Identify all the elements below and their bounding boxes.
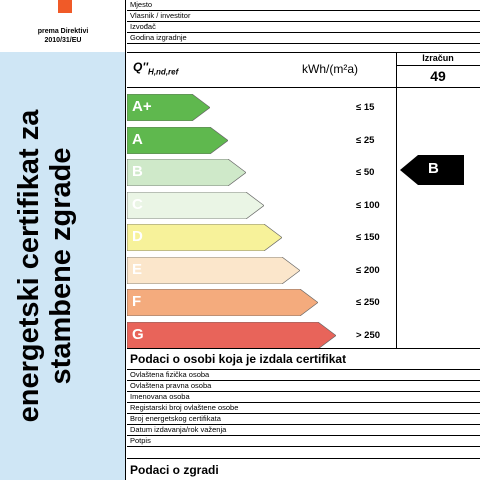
energy-class-bar-4 bbox=[127, 192, 264, 219]
energy-class-letter: A+ bbox=[132, 98, 152, 115]
info-row-year: Godina izgradnje bbox=[127, 33, 480, 44]
energy-class-bar-3 bbox=[127, 159, 246, 186]
energy-class-letter: B bbox=[132, 163, 143, 180]
energy-class-bar-2 bbox=[127, 127, 228, 154]
energy-class-bar-5 bbox=[127, 224, 282, 251]
energy-class-threshold: ≤ 250 bbox=[356, 297, 380, 308]
energy-class-letter: D bbox=[132, 228, 143, 245]
info-row-owner: Vlasnik / investitor bbox=[127, 11, 480, 22]
directive-line-1: prema Direktivi bbox=[37, 28, 89, 35]
directive-note bbox=[0, 27, 126, 45]
certifier-row: Datum izdavanja/rok važenja bbox=[127, 425, 480, 436]
calculation-label: Izračun bbox=[422, 53, 454, 63]
vertical-title-line-1: energetski certifikat za bbox=[13, 109, 45, 423]
quantity-subscript: H,nd,ref bbox=[148, 67, 179, 77]
certifier-row: Broj energetskog certifikata bbox=[127, 414, 480, 425]
energy-class-bar-6 bbox=[127, 257, 300, 284]
energy-class-letter: A bbox=[132, 130, 143, 148]
quantity-label bbox=[133, 60, 178, 76]
energy-class-threshold: ≤ 25 bbox=[356, 134, 375, 146]
info-row-location: Mjesto bbox=[127, 0, 480, 11]
energy-class-letter: G bbox=[132, 325, 144, 343]
calculation-column bbox=[396, 52, 480, 348]
energy-class-threshold: ≤ 150 bbox=[356, 232, 380, 243]
energy-class-threshold: > 250 bbox=[356, 329, 381, 341]
energy-class-letter: C bbox=[132, 195, 143, 213]
certifier-row: Registarski broj ovlaštene osobe bbox=[127, 403, 480, 414]
energy-class-threshold: ≤ 200 bbox=[356, 264, 380, 276]
vertical-title-line-2: stambene zgrade bbox=[45, 147, 77, 385]
energy-class-bar-8 bbox=[127, 322, 336, 349]
energy-class-threshold: ≤ 100 bbox=[356, 199, 380, 211]
current-class-label: B bbox=[428, 160, 439, 177]
energy-class-bar-7 bbox=[127, 289, 318, 316]
directive-line-2: 2010/31/EU bbox=[44, 37, 82, 44]
energy-class-letter: F bbox=[132, 293, 142, 310]
calculation-divider bbox=[396, 65, 480, 66]
info-row-contractor: Izvođač bbox=[127, 22, 480, 33]
energy-class-letter: E bbox=[132, 260, 143, 278]
energy-class-bar-1 bbox=[127, 94, 210, 121]
unit-label: kWh/(m²a) bbox=[302, 62, 358, 76]
certifier-row: Imenovana osoba bbox=[127, 392, 480, 403]
certifier-row: Ovlaštena pravna osoba bbox=[127, 381, 480, 392]
building-section-title: Podaci o zgradi bbox=[127, 458, 480, 480]
energy-class-threshold: ≤ 15 bbox=[356, 102, 375, 113]
vertical-title bbox=[13, 56, 113, 476]
certifier-row: Ovlaštena fizička osoba bbox=[127, 370, 480, 381]
quantity-symbol: Q'' bbox=[133, 60, 149, 74]
logo-mark bbox=[58, 0, 72, 13]
calculation-value: 49 bbox=[430, 68, 446, 84]
certifier-row: Potpis bbox=[127, 436, 480, 447]
energy-class-threshold: ≤ 50 bbox=[356, 167, 375, 178]
certifier-section-title: Podaci o osobi koja je izdala certifikat bbox=[127, 348, 480, 370]
